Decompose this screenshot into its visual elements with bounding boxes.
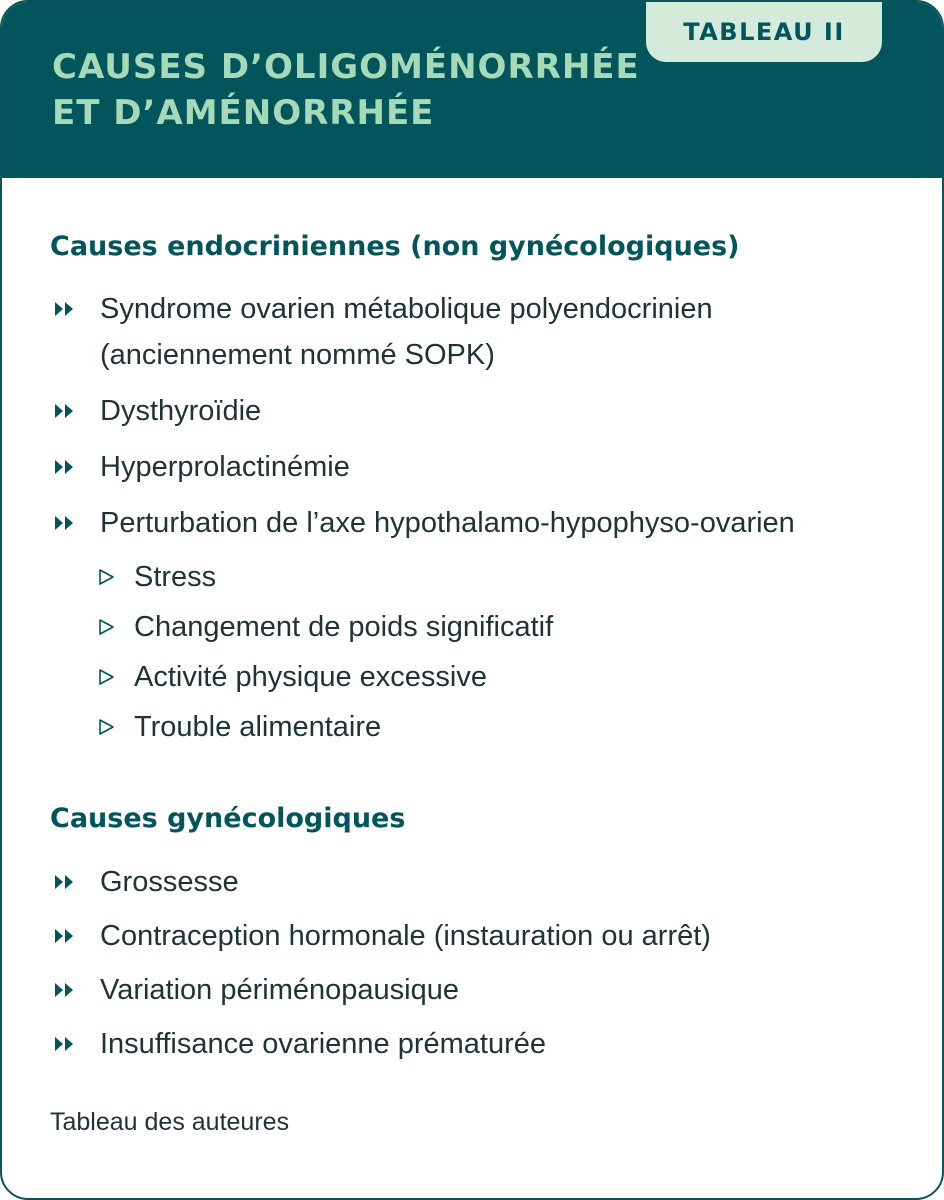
- sub-list-item: [98, 604, 553, 650]
- list-item-text: Dysthyroïdie: [100, 395, 262, 427]
- list-item: [54, 286, 713, 378]
- sub-list-item-text: Changement de poids significatif: [134, 611, 554, 643]
- page-title: [52, 44, 640, 136]
- title-line-1: CAUSES D’OLIGOMÉNORRHÉE: [52, 47, 640, 87]
- section-heading-gynecologic: Causes gynécologiques: [50, 803, 406, 834]
- table-number-tab: [646, 2, 882, 62]
- title-line-2: ET D’AMÉNORRHÉE: [52, 93, 435, 133]
- list-item: [54, 444, 350, 490]
- double-chevron-right-icon: [54, 388, 100, 434]
- source-note: Tableau des auteures: [50, 1108, 290, 1136]
- sub-list-item: [98, 554, 216, 600]
- double-chevron-right-icon: [54, 913, 100, 959]
- double-chevron-right-icon: [54, 444, 100, 490]
- list-item: [54, 500, 795, 546]
- sub-list-item: [98, 704, 381, 750]
- list-item: [54, 967, 459, 1013]
- triangle-outline-right-icon: [98, 604, 134, 650]
- list-item-text: Variation périménopausique: [100, 974, 459, 1006]
- triangle-outline-right-icon: [98, 554, 134, 600]
- list-item: [54, 388, 261, 434]
- list-item-text: Contraception hormonale (instauration ou arrêt): [100, 920, 711, 952]
- section-heading-endocrine: Causes endocriniennes (non gynécologiques): [50, 231, 740, 262]
- triangle-outline-right-icon: [98, 704, 134, 750]
- list-item-text: Grossesse: [100, 866, 239, 898]
- list-item-text: Hyperprolactinémie: [100, 451, 350, 483]
- double-chevron-right-icon: [54, 500, 100, 546]
- list-item: [54, 1021, 546, 1067]
- list-item-text: Insuffisance ovarienne prématurée: [100, 1028, 547, 1060]
- tab-label: TABLEAU II: [683, 18, 845, 46]
- list-item-text: Syndrome ovarien métabolique polyendocrinien (anciennement nommé SOPK): [100, 293, 713, 371]
- sub-list-item: [98, 654, 487, 700]
- sub-list-item-text: Activité physique excessive: [134, 661, 487, 693]
- double-chevron-right-icon: [54, 967, 100, 1013]
- sub-list-item-text: Stress: [134, 561, 217, 593]
- list-item: [54, 859, 239, 905]
- list-item: [54, 913, 711, 959]
- list-item-text: Perturbation de l’axe hypothalamo-hypophyso-ovarien: [100, 507, 795, 539]
- sub-list-item-text: Trouble alimentaire: [134, 711, 382, 743]
- double-chevron-right-icon: [54, 859, 100, 905]
- double-chevron-right-icon: [54, 1021, 100, 1067]
- double-chevron-right-icon: [54, 286, 100, 332]
- triangle-outline-right-icon: [98, 654, 134, 700]
